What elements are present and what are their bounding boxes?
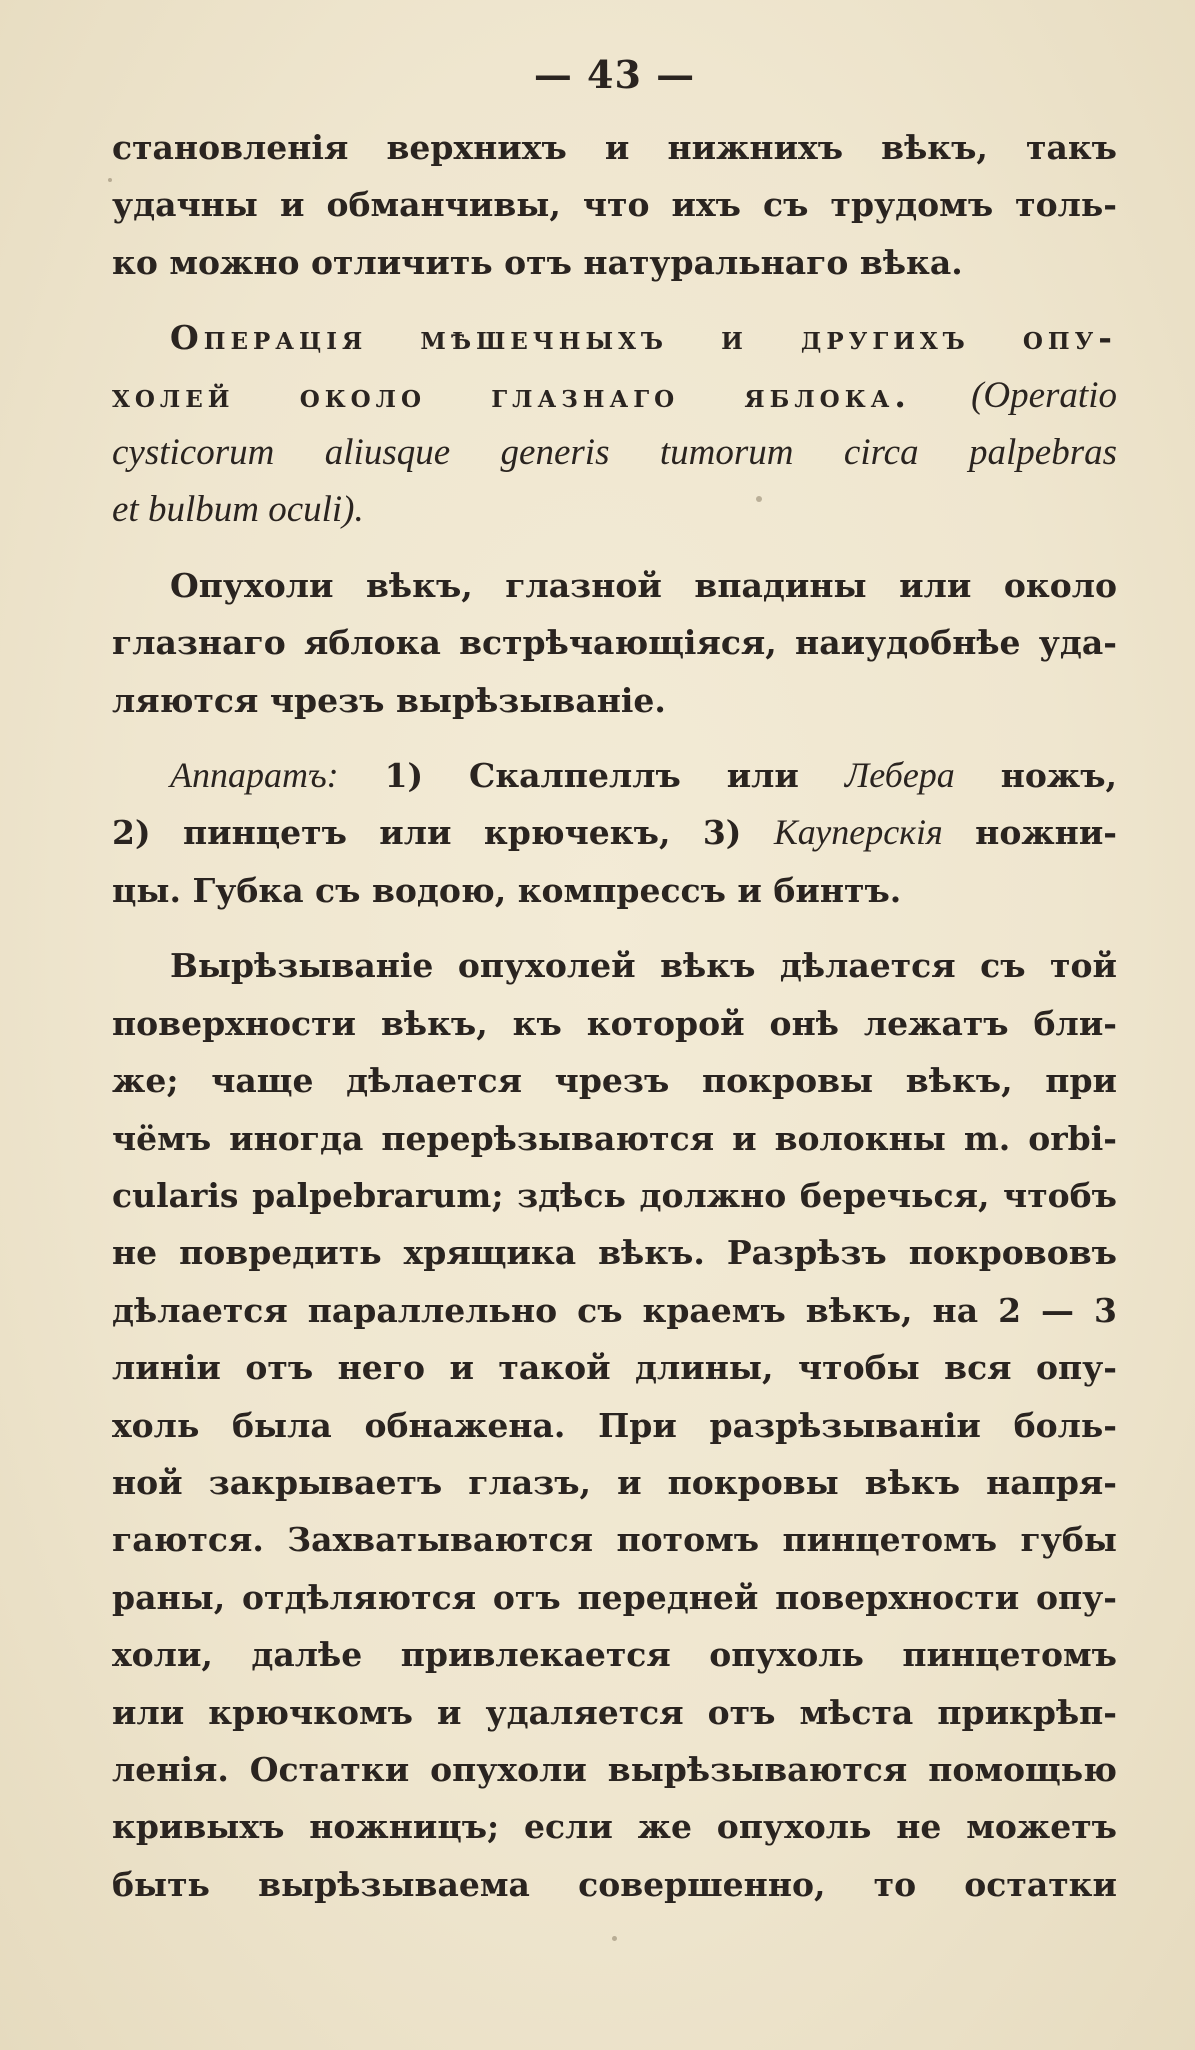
text-line: кривыхъ ножницъ; если же опухоль не можетъ — [112, 1807, 1117, 1847]
text-line: ленія. Остатки опухоли вырѣзываются помощью — [112, 1749, 1117, 1789]
text-line: глазнаго яблока встрѣчающіяся, наиудобнѣе уда- — [112, 623, 1117, 663]
section-heading — [112, 309, 1117, 539]
text-line — [112, 804, 1117, 861]
paragraph — [112, 937, 1117, 1913]
apparatus-label: Аппаратъ: — [170, 755, 339, 796]
text-line: становленія верхнихъ и нижнихъ вѣкъ, такъ — [112, 128, 1117, 167]
italic-name: Кауперскія — [773, 812, 943, 853]
paragraph — [112, 557, 1117, 729]
text-line: не повредить хрящика вѣкъ. Разрѣзъ покрововъ — [112, 1233, 1117, 1273]
page-number: — 43 — — [533, 52, 696, 97]
text-line: ляются чрезъ вырѣзываніе. — [112, 680, 666, 720]
text-line: ной закрываетъ глазъ, и покровы вѣкъ напря- — [112, 1462, 1117, 1502]
text-line: cularis palpebrarum; здѣсь должно беречься, чтобъ — [112, 1175, 1117, 1215]
text-line: быть вырѣзываема совершенно, то остатки — [112, 1864, 1117, 1904]
text-line: поверхности вѣкъ, къ которой онѣ лежатъ бли- — [112, 1003, 1117, 1043]
latin-title: (Operatio — [971, 374, 1117, 416]
text-line: холи, далѣе привлекается опухоль пинцетомъ — [112, 1635, 1117, 1675]
text-fragment: ножни- — [975, 813, 1117, 853]
text-line: удачны и обманчивы, что ихъ съ трудомъ толь- — [112, 185, 1117, 225]
text-line: линіи отъ него и такой длины, чтобы вся опу- — [112, 1348, 1117, 1388]
paragraph-continuation — [112, 119, 1117, 291]
paper-speck — [612, 1936, 617, 1941]
text-fragment: ножъ, — [1000, 756, 1117, 796]
text-line: холь была обнажена. При разрѣзываніи боль- — [112, 1405, 1117, 1445]
paper-speck — [756, 496, 762, 502]
text-line: Опухоли вѣкъ, глазной впадины или около — [170, 565, 1117, 605]
text-line: Вырѣзываніе опухолей вѣкъ дѣлается съ той — [170, 946, 1117, 986]
heading-line-mixed — [112, 367, 1117, 424]
heading-line: Операція мѣшечныхъ и другихъ опу- — [170, 318, 1117, 358]
text-fragment: 2) пинцетъ или крючекъ, 3) — [112, 813, 742, 853]
text-line: же; чаще дѣлается чрезъ покровы вѣкъ, при — [112, 1061, 1117, 1101]
paper-speck — [108, 178, 112, 182]
text-line: дѣлается параллельно съ краемъ вѣкъ, на 2 — 3 — [112, 1290, 1117, 1330]
text-line: цы. Губка съ водою, компрессъ и бинтъ. — [112, 870, 902, 910]
italic-name: Лебера — [844, 755, 955, 796]
heading-text: холей около глазнаго яблока. — [112, 375, 911, 415]
text-line: гаются. Захватываются потомъ пинцетомъ губы — [112, 1520, 1117, 1560]
text-line: чёмъ иногда перерѣзываются и волокны m. orbi- — [112, 1118, 1117, 1158]
latin-title-line: et bulbum oculi). — [112, 489, 364, 531]
text-fragment: 1) Скалпеллъ или — [384, 756, 799, 796]
text-line — [112, 747, 1117, 804]
text-line: или крючкомъ и удаляется отъ мѣста прикрѣп- — [112, 1692, 1117, 1732]
text-line: ко можно отличить отъ натуральнаго вѣка. — [112, 242, 963, 282]
text-line: раны, отдѣляются отъ передней поверхности опу- — [112, 1577, 1117, 1617]
apparatus-paragraph — [112, 747, 1117, 919]
latin-title-line: cysticorum aliusque generis tumorum circa palpebras — [112, 432, 1117, 474]
